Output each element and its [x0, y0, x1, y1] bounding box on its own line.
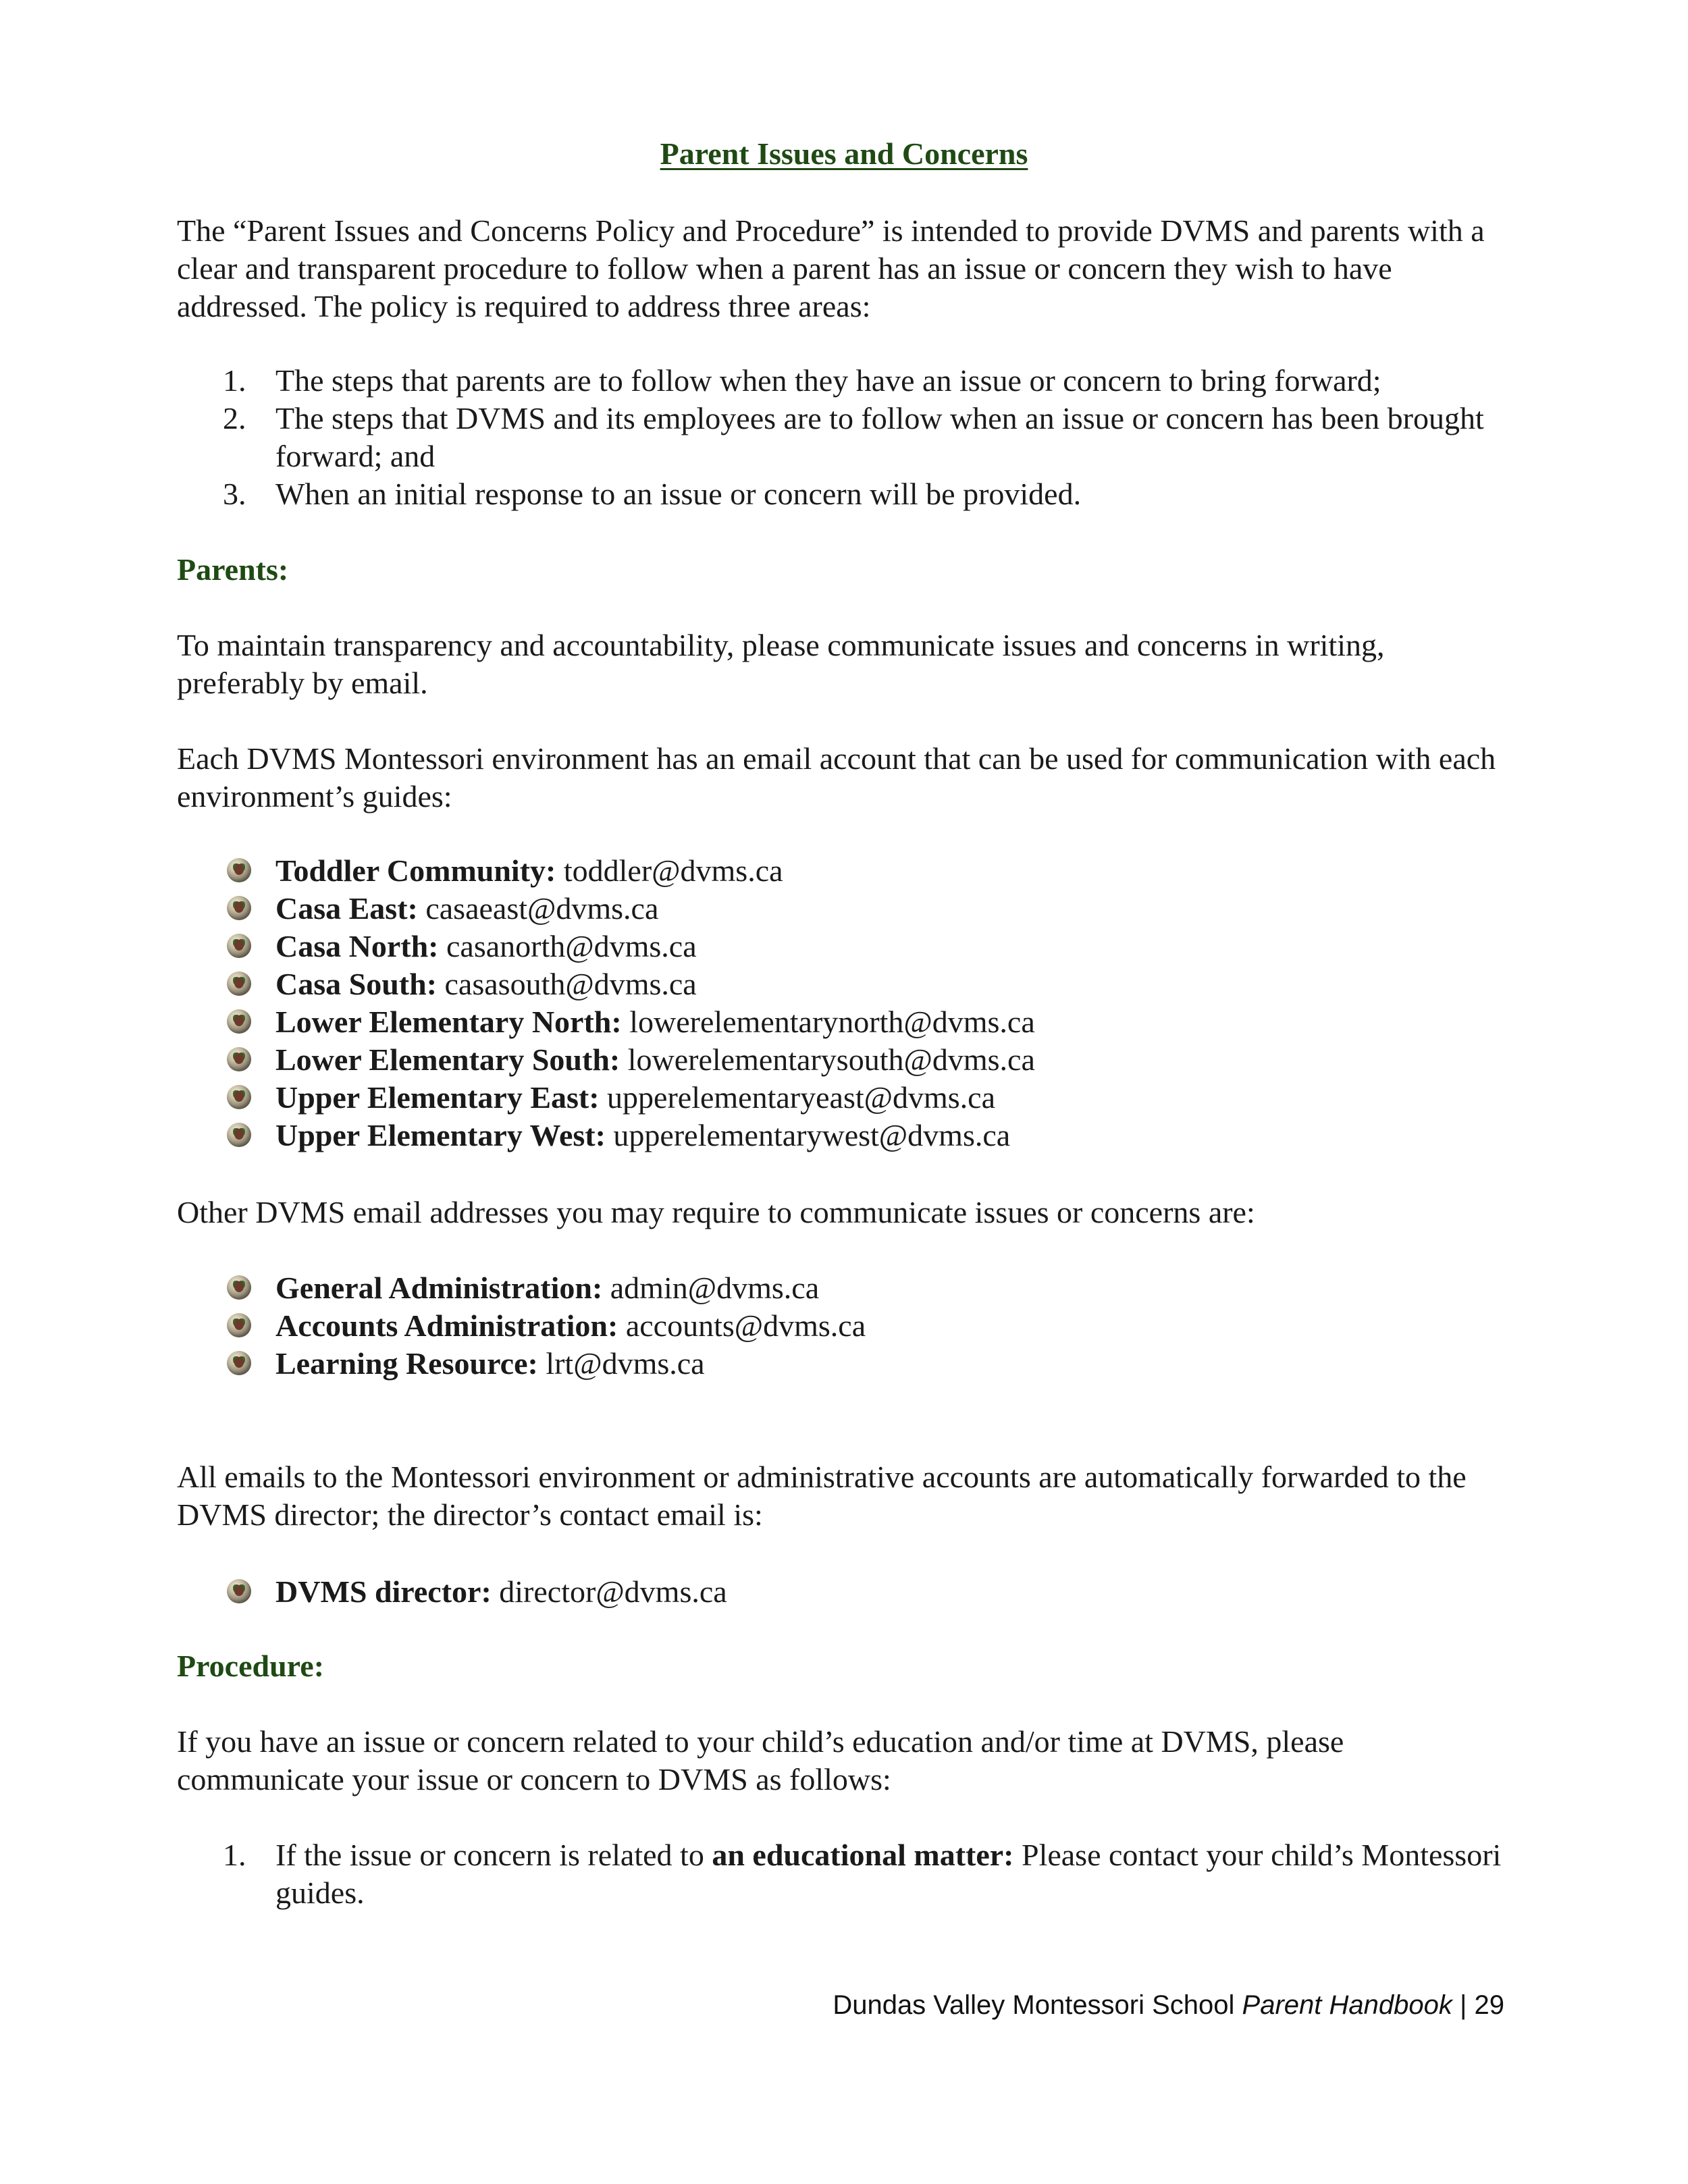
email-address[interactable]: casanorth@dvms.ca: [446, 929, 697, 963]
email-label: DVMS director:: [275, 1574, 492, 1609]
procedure-steps: [177, 1836, 1514, 1912]
email-label: Upper Elementary West:: [275, 1118, 606, 1152]
email-address[interactable]: director@dvms.ca: [499, 1574, 727, 1609]
list-item: [177, 1307, 1514, 1345]
areas-list: [177, 362, 1514, 513]
montessori-globe-icon: [227, 934, 251, 958]
email-address[interactable]: lowerelementarysouth@dvms.ca: [627, 1042, 1035, 1077]
parents-paragraph-1: To maintain transparency and accountability, please communicate issues and concerns in writing, preferably by email.: [177, 628, 1385, 700]
email-label: Casa South:: [275, 967, 438, 1001]
step-emphasis: an educational matter:: [712, 1838, 1014, 1872]
list-number: 1.: [223, 363, 246, 398]
list-item: [177, 475, 1514, 513]
montessori-globe-icon: [227, 1579, 251, 1603]
list-text: The steps that parents are to follow when they have an issue or concern to bring forward;: [275, 363, 1381, 398]
email-address[interactable]: upperelementaryeast@dvms.ca: [607, 1080, 996, 1115]
email-label: Lower Elementary South:: [275, 1042, 621, 1077]
email-label: Casa North:: [275, 929, 439, 963]
montessori-globe-icon: [227, 896, 251, 920]
environment-email-list: [177, 852, 1514, 1154]
montessori-globe-icon: [227, 971, 251, 996]
procedure-intro: If you have an issue or concern related to your child’s education and/or time at DVMS, please communicate your issue or concern to DVMS as follows:: [177, 1724, 1344, 1796]
other-emails-intro: Other DVMS email addresses you may require to communicate issues or concerns are:: [177, 1195, 1255, 1229]
forwarding-paragraph: All emails to the Montessori environment or administrative accounts are automatically forwarded to the DVMS director; the director’s contact email is:: [177, 1460, 1467, 1532]
email-label: Casa East:: [275, 891, 418, 926]
list-text: When an initial response to an issue or concern will be provided.: [275, 477, 1082, 511]
list-number: 2.: [223, 401, 246, 435]
list-item: [177, 1041, 1514, 1079]
montessori-globe-icon: [227, 1313, 251, 1337]
parents-heading: Parents:: [177, 552, 289, 587]
montessori-globe-icon: [227, 1009, 251, 1034]
list-number: 3.: [223, 477, 246, 511]
list-item: [177, 1269, 1514, 1307]
email-address[interactable]: toddler@dvms.ca: [563, 853, 783, 888]
list-text: The steps that DVMS and its employees are to follow when an issue or concern has been brought forward; and: [275, 401, 1484, 473]
montessori-globe-icon: [227, 1351, 251, 1375]
email-address[interactable]: admin@dvms.ca: [610, 1271, 820, 1305]
footer-handbook: Parent Handbook: [1242, 1990, 1452, 2020]
list-item: [177, 1573, 1514, 1611]
director-email-list: [177, 1573, 1514, 1611]
email-address[interactable]: accounts@dvms.ca: [625, 1308, 866, 1343]
email-label: Toddler Community:: [275, 853, 556, 888]
list-item: [177, 890, 1514, 928]
page-number: 29: [1474, 1990, 1504, 2020]
footer-separator: |: [1452, 1990, 1475, 2020]
list-item: [177, 1117, 1514, 1154]
list-item: [177, 965, 1514, 1003]
page-footer: [833, 1986, 1504, 2024]
page-title: Parent Issues and Concerns: [660, 136, 1028, 171]
montessori-globe-icon: [227, 1275, 251, 1300]
email-address[interactable]: lrt@dvms.ca: [546, 1346, 705, 1381]
email-label: General Administration:: [275, 1271, 603, 1305]
step-text: Please contact your child’s Montessori guides.: [275, 1838, 1502, 1910]
email-address[interactable]: casaeast@dvms.ca: [425, 891, 659, 926]
parents-paragraph-2: Each DVMS Montessori environment has an email account that can be used for communication with each environment’s guides:: [177, 741, 1496, 814]
email-label: Upper Elementary East:: [275, 1080, 600, 1115]
list-item: [177, 1079, 1514, 1117]
email-address[interactable]: upperelementarywest@dvms.ca: [613, 1118, 1011, 1152]
email-label: Lower Elementary North:: [275, 1005, 622, 1039]
email-address[interactable]: casasouth@dvms.ca: [444, 967, 697, 1001]
list-item: [177, 1003, 1514, 1041]
list-item: [177, 928, 1514, 965]
procedure-heading: Procedure:: [177, 1649, 325, 1683]
montessori-globe-icon: [227, 858, 251, 882]
list-item: [177, 362, 1514, 400]
montessori-globe-icon: [227, 1123, 251, 1147]
list-number: 1.: [223, 1838, 246, 1872]
other-email-list: [177, 1269, 1514, 1383]
montessori-globe-icon: [227, 1047, 251, 1071]
list-item: [177, 852, 1514, 890]
list-item: [177, 1836, 1514, 1912]
email-label: Learning Resource:: [275, 1346, 538, 1381]
list-item: [177, 1345, 1514, 1383]
montessori-globe-icon: [227, 1085, 251, 1109]
email-address[interactable]: lowerelementarynorth@dvms.ca: [629, 1005, 1035, 1039]
list-item: [177, 400, 1514, 475]
intro-paragraph: The “Parent Issues and Concerns Policy and Procedure” is intended to provide DVMS and parents with a clear and transparent procedure to follow when a parent has an issue or concern they wish to have addressed. The policy is required to address three areas:: [177, 213, 1485, 323]
footer-school: Dundas Valley Montessori School: [833, 1990, 1242, 2020]
step-text: If the issue or concern is related to: [275, 1838, 712, 1872]
email-label: Accounts Administration:: [275, 1308, 618, 1343]
